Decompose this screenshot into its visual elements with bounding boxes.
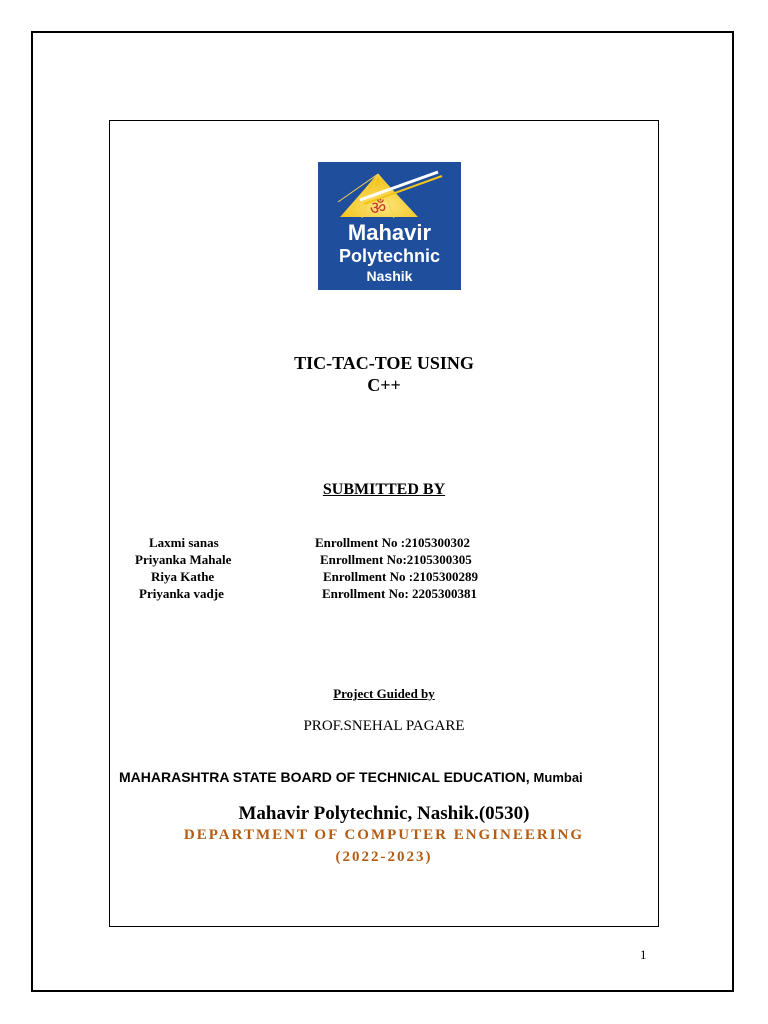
logo-text-mahavir: Mahavir	[347, 220, 432, 245]
academic-year: (2022-2023)	[335, 849, 433, 865]
page-number: 1	[640, 947, 647, 962]
college-logo	[318, 162, 461, 290]
project-title-line1: TIC-TAC-TOE USING	[294, 353, 474, 373]
student-name: Priyanka Mahale	[135, 552, 232, 567]
department-name: DEPARTMENT OF COMPUTER ENGINEERING	[183, 827, 585, 843]
svg-text:ॐ: ॐ	[369, 198, 387, 219]
project-guided-by-label: Project Guided by	[333, 686, 435, 701]
board-city: Mumbai	[533, 770, 583, 785]
submitted-by-heading: SUBMITTED BY	[322, 481, 446, 498]
logo-emblem-icon	[318, 162, 461, 222]
student-name: Laxmi sanas	[149, 535, 219, 550]
guide-name: PROF.SNEHAL PAGARE	[303, 718, 465, 734]
logo-text-polytechnic: Polytechnic	[338, 246, 441, 266]
board-name-text: MAHARASHTRA STATE BOARD OF TECHNICAL EDUCATION,	[119, 769, 530, 785]
project-title-line2: C++	[367, 375, 401, 395]
student-enrollment: Enrollment No :2105300302	[315, 535, 471, 550]
college-name: Mahavir Polytechnic, Nashik.(0530)	[238, 803, 530, 824]
student-name: Priyanka vadje	[139, 586, 224, 601]
student-enrollment: Enrollment No :2105300289	[323, 569, 479, 584]
student-name: Riya Kathe	[151, 569, 215, 584]
board-name	[119, 769, 659, 785]
student-enrollment: Enrollment No:2105300305	[320, 552, 472, 567]
logo-text-nashik: Nashik	[366, 268, 413, 284]
student-enrollment: Enrollment No: 2205300381	[322, 586, 478, 601]
